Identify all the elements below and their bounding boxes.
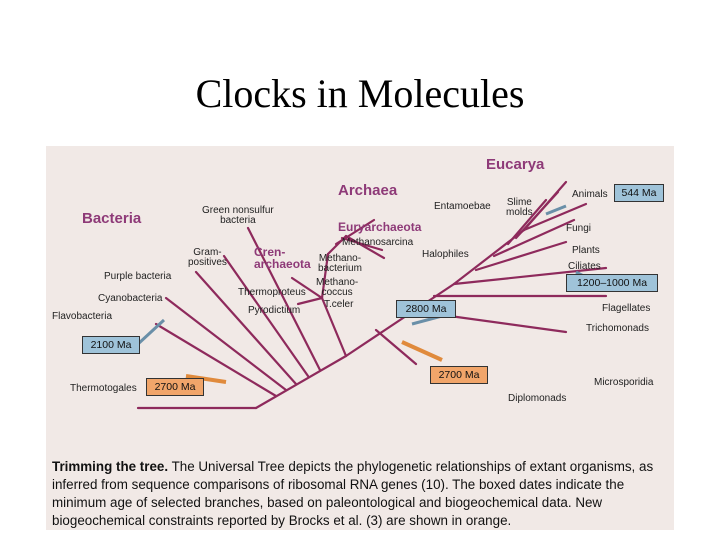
figure-caption bbox=[52, 458, 668, 530]
label-microsporidia: Microsporidia bbox=[594, 377, 654, 388]
label-plants: Plants bbox=[572, 245, 600, 256]
arrow-2100 bbox=[138, 320, 164, 344]
label-flavobacteria: Flavobacteria bbox=[52, 311, 113, 322]
date-box-2700-right: 2700 Ma bbox=[430, 366, 488, 384]
domain-archaea: Archaea bbox=[338, 182, 398, 199]
domain-euryarchaeota: Euryarchaeota bbox=[338, 220, 422, 234]
label-animals: Animals bbox=[572, 189, 608, 200]
label-methanosarcina: Methanosarcina bbox=[342, 237, 414, 248]
domain-crenarchaeota: Cren- archaeota bbox=[254, 245, 311, 271]
label-gram-positives: Gram- positives bbox=[188, 247, 227, 268]
label-flagellates: Flagellates bbox=[602, 303, 651, 314]
date-box-2700-left: 2700 Ma bbox=[146, 378, 204, 396]
label-t-celer: T.celer bbox=[324, 299, 354, 310]
label-fungi: Fungi bbox=[566, 223, 592, 234]
date-box-2800: 2800 Ma bbox=[396, 300, 456, 318]
branch-pyrodictium bbox=[298, 298, 322, 304]
date-box-1200-1000: 1200–1000 Ma bbox=[566, 274, 658, 292]
label-ciliates: Ciliates bbox=[568, 261, 601, 272]
label-entamoebae: Entamoebae bbox=[434, 201, 491, 212]
label-green-nonsulfur: Green nonsulfur bacteria bbox=[202, 205, 274, 226]
label-methanococcus: Methano- coccus bbox=[316, 277, 359, 298]
bacteria-trunk bbox=[256, 356, 346, 408]
label-slime-molds: Slime molds bbox=[506, 197, 533, 218]
domain-eucarya: Eucarya bbox=[486, 156, 545, 173]
caption-title: Trimming the tree. bbox=[52, 459, 169, 474]
label-thermotogales: Thermotogales bbox=[70, 383, 137, 394]
date-box-544: 544 Ma bbox=[614, 184, 664, 202]
label-thermoproteus: Thermoproteus bbox=[238, 287, 306, 298]
slide-title: Clocks in Molecules bbox=[195, 71, 525, 116]
universal-tree-figure bbox=[46, 146, 674, 530]
label-methanobacterium: Methano- bacterium bbox=[318, 253, 362, 274]
label-halophiles: Halophiles bbox=[422, 249, 469, 260]
caption-text: The Universal Tree depicts the phylogenetic relationships of extant organisms, as inferred from sequence comparisons of ribosomal RNA genes (10). The boxed dates indicate the minimum age of selected branches, based on paleontological and biogeochemical data. New biogeochemical constraints reported by Brocks et al. (3) are shown in orange. bbox=[52, 459, 654, 528]
label-pyrodictium: Pyrodictium bbox=[248, 305, 301, 316]
label-cyanobacteria: Cyanobacteria bbox=[98, 293, 163, 304]
domain-bacteria: Bacteria bbox=[82, 210, 142, 227]
label-trichomonads: Trichomonads bbox=[586, 323, 649, 334]
date-box-2100: 2100 Ma bbox=[82, 336, 140, 354]
label-purple-bacteria: Purple bacteria bbox=[104, 271, 172, 282]
label-diplomonads: Diplomonads bbox=[508, 393, 567, 404]
